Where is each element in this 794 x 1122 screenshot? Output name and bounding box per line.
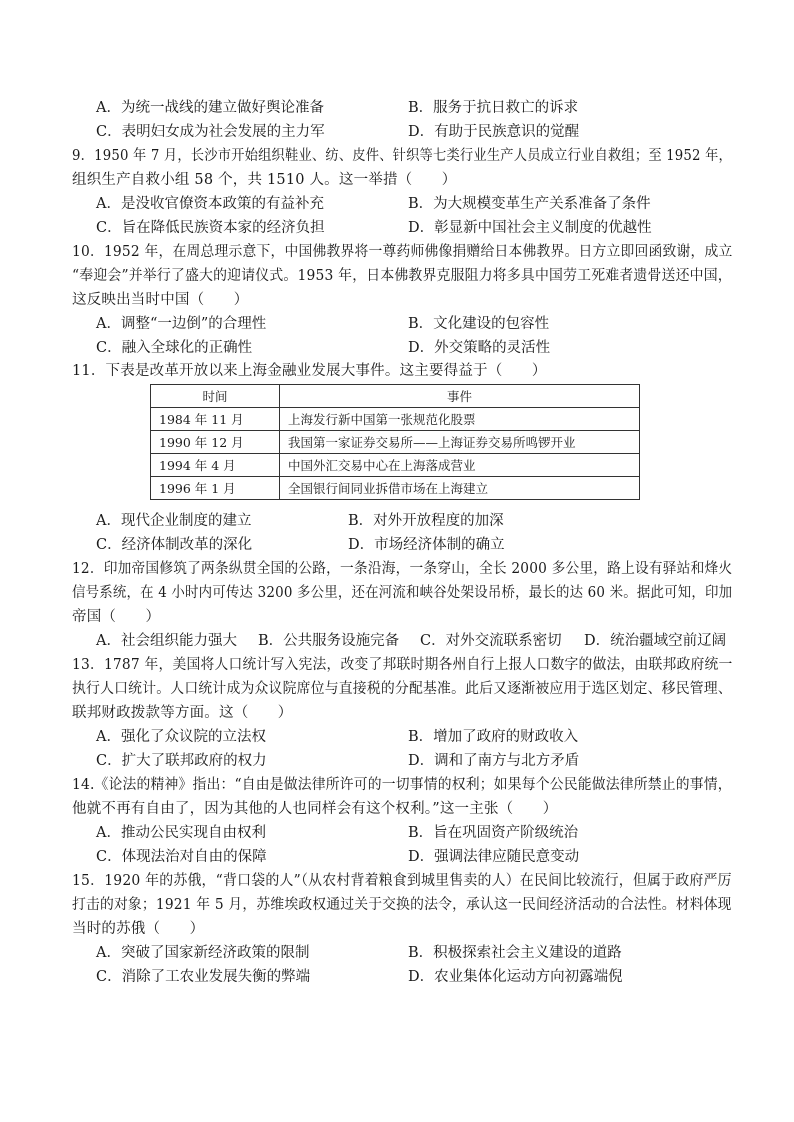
q8-option-c: C．表明妇女成为社会发展的主力军 [96,124,325,140]
q12-stem-line-1: 12．印加帝国修筑了两条纵贯全国的公路，一条沿海，一条穿山，全长 2000 多公里，路上设有驿站和烽火 [72,561,733,577]
table-header-time: 时间 [151,385,280,408]
q8-option-d: D．有助于民族意识的觉醒 [408,124,580,140]
q9-option-c: C．旨在降低民族资本家的经济负担 [96,220,325,236]
q14-option-c: C．体现法治对自由的保障 [96,849,267,865]
q9-option-a: A．是没收官僚资本政策的有益补充 [96,196,324,212]
q12-stem-line-3: 帝国（ ） [72,609,161,625]
q15-option-d: D．农业集体化运动方向初露端倪 [408,969,623,985]
q11-option-c: C．经济体制改革的深化 [96,537,253,553]
q15-stem-line-2: 打击的对象；1921 年 5 月，苏维埃政权通过关于交换的法令，承认这一民间经济活动的合法性。材料体现 [72,897,732,913]
q10-option-c: C．融入全球化的正确性 [96,340,253,356]
q13-stem-line-2: 执行人口统计。人口统计成为众议院席位与直接税的分配基准。此后又逐渐被应用于选区划定、移民管理、 [72,681,732,697]
q14-option-b: B．旨在巩固资产阶级统治 [408,825,579,841]
table-header-row [151,385,640,408]
table-cell-time: 1984 年 11 月 [151,408,280,431]
table-cell-event: 我国第一家证券交易所——上海证券交易所鸣锣开业 [280,431,640,454]
table-header-event: 事件 [280,385,640,408]
q8-option-a: A．为统一战线的建立做好舆论准备 [96,100,324,116]
q13-stem-line-1: 13．1787 年，美国将人口统计写入宪法，改变了邦联时期各州自行上报人口数字的做法，由联邦政府统一 [72,657,733,673]
q13-option-c: C．扩大了联邦政府的权力 [96,753,267,769]
table-cell-event: 全国银行间同业拆借市场在上海建立 [280,477,640,500]
q15-option-a: A．突破了国家新经济政策的限制 [96,945,310,961]
q14-stem-line-2: 他就不再有自由了，因为其他的人也同样会有这个权利。”这一主张（ ） [72,801,558,817]
table-cell-event: 上海发行新中国第一张规范化股票 [280,408,640,431]
q15-option-b: B．积极探索社会主义建设的道路 [408,945,622,961]
q11-option-d: D．市场经济体制的确立 [348,537,505,553]
q15-stem-line-1: 15．1920 年的苏俄，“背口袋的人”（从农村背着粮食到城里售卖的人）在民间比较流行，但属于政府严厉 [72,873,732,889]
q11-stem: 11．下表是改革开放以来上海金融业发展大事件。这主要得益于（ ） [72,363,547,379]
q9-option-b: B．为大规模变革生产关系准备了条件 [408,196,651,212]
q14-option-d: D．强调法律应随民意变动 [408,849,580,865]
table-row [151,431,640,454]
table-cell-event: 中国外汇交易中心在上海落成营业 [280,454,640,477]
table-row [151,477,640,500]
q11-events-table [150,384,640,500]
table-cell-time: 1996 年 1 月 [151,477,280,500]
q10-stem-line-2: “奉迎会”并举行了盛大的迎请仪式。1953 年，日本佛教界克服阻力将多具中国劳工死难者遗骨送还中国， [72,268,732,284]
q9-stem-line-2: 组织生产自救小组 58 个，共 1510 人。这一举措（ ） [72,172,457,188]
q14-option-a: A．推动公民实现自由权利 [96,825,266,841]
q10-option-b: B．文化建设的包容性 [408,316,550,332]
q9-option-d: D．彰显新中国社会主义制度的优越性 [408,220,652,236]
q12-stem-line-2: 信号系统，在 4 小时内可传达 3200 多公里，还在河流和峡谷处架设吊桥，最长的达 60 米。据此可知，印加 [72,585,733,601]
table-row [151,408,640,431]
q10-stem-line-3: 这反映出当时中国（ ） [72,292,249,308]
q12-option-b: B．公共服务设施完备 [258,633,400,649]
q13-option-b: B．增加了政府的财政收入 [408,729,579,745]
q9-stem-line-1: 9．1950 年 7 月，长沙市开始组织鞋业、纺、皮件、针织等七类行业生产人员成立行业自救组；至 1952 年， [72,148,733,164]
q10-option-d: D．外交策略的灵活性 [408,340,551,356]
q10-option-a: A．调整“一边倒”的合理性 [96,316,267,332]
q11-option-a: A．现代企业制度的建立 [96,513,252,529]
table-row [151,454,640,477]
q12-option-d: D．统治疆域空前辽阔 [584,633,727,649]
q13-option-d: D．调和了南方与北方矛盾 [408,753,580,769]
q11-option-b: B．对外开放程度的加深 [348,513,504,529]
q12-option-a: A．社会组织能力强大 [96,633,237,649]
q12-option-c: C．对外交流联系密切 [420,633,562,649]
q10-stem-line-1: 10．1952 年，在周总理示意下，中国佛教界将一尊药师佛像捐赠给日本佛教界。日方立即回函致谢，成立 [72,244,733,260]
q15-option-c: C．消除了工农业发展失衡的弊端 [96,969,311,985]
table-cell-time: 1994 年 4 月 [151,454,280,477]
q13-option-a: A．强化了众议院的立法权 [96,729,266,745]
q13-stem-line-3: 联邦财政拨款等方面。这（ ） [72,705,293,721]
table-cell-time: 1990 年 12 月 [151,431,280,454]
q15-stem-line-3: 当时的苏俄（ ） [72,921,205,937]
q8-option-b: B．服务于抗日救亡的诉求 [408,100,579,116]
q14-stem-line-1: 14.《论法的精神》指出：“自由是做法律所许可的一切事情的权利；如果每个公民能做法律所禁止的事情， [72,777,732,793]
